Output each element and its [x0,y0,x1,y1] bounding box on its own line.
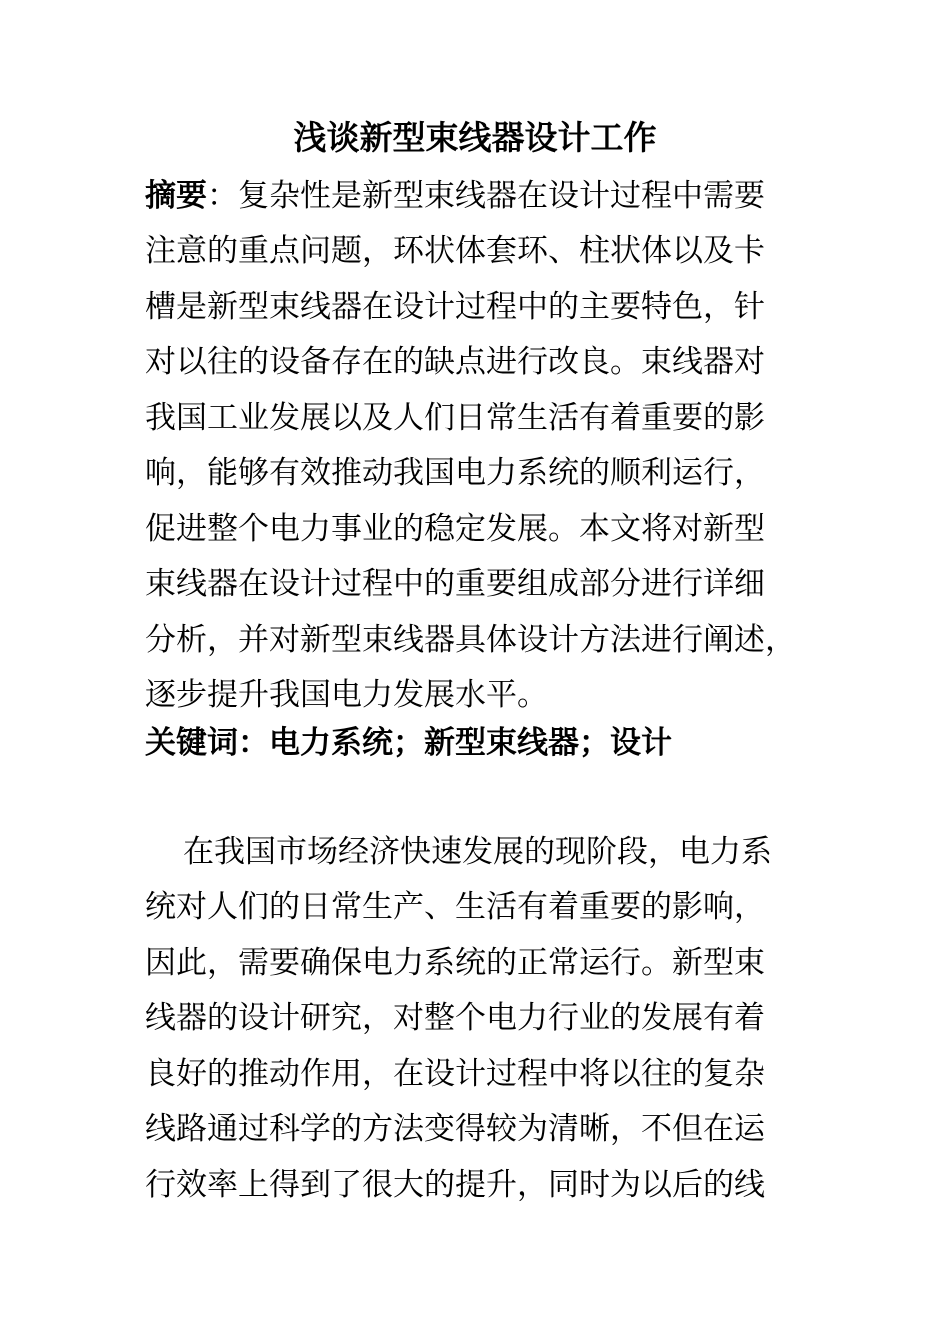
body-line: 良好的推动作用，在设计过程中将以往的复杂 [145,1056,765,1092]
abstract-line: 逐步提升我国电力发展水平。 [145,677,548,713]
body-line: 线器的设计研究，对整个电力行业的发展有着 [145,1000,765,1036]
abstract-text: 复杂性是新型束线器在设计过程中需要 [238,178,765,214]
document-title: 浅谈新型束线器设计工作 [293,118,657,157]
body-line: 统对人们的日常生产、生活有着重要的影响， [145,889,765,925]
body-line: 因此，需要确保电力系统的正常运行。新型束 [145,945,765,981]
abstract-line: 对以往的设备存在的缺点进行改良。束线器对 [145,344,765,380]
body-line: 在我国市场经济快速发展的现阶段，电力系 [183,834,772,870]
abstract-line: 注意的重点问题，环状体套环、柱状体以及卡 [145,233,765,269]
abstract-line: 分析，并对新型束线器具体设计方法进行阐述， [145,622,796,658]
abstract-line: 响，能够有效推动我国电力系统的顺利运行， [145,455,765,491]
abstract-line: 束线器在设计过程中的重要组成部分进行详细 [145,566,765,602]
abstract-line [145,169,765,223]
abstract-line: 槽是新型束线器在设计过程中的主要特色，针 [145,289,765,325]
abstract-line: 促进整个电力事业的稳定发展。本文将对新型 [145,511,765,547]
keywords: 关键词：电力系统；新型束线器；设计 [145,725,672,761]
abstract-colon: ： [207,178,238,214]
body-line: 线路通过科学的方法变得较为清晰，不但在运 [145,1111,765,1147]
abstract-line: 我国工业发展以及人们日常生活有着重要的影 [145,400,765,436]
abstract-label: 摘要 [145,178,207,214]
body-line: 行效率上得到了很大的提升，同时为以后的线 [145,1167,765,1203]
